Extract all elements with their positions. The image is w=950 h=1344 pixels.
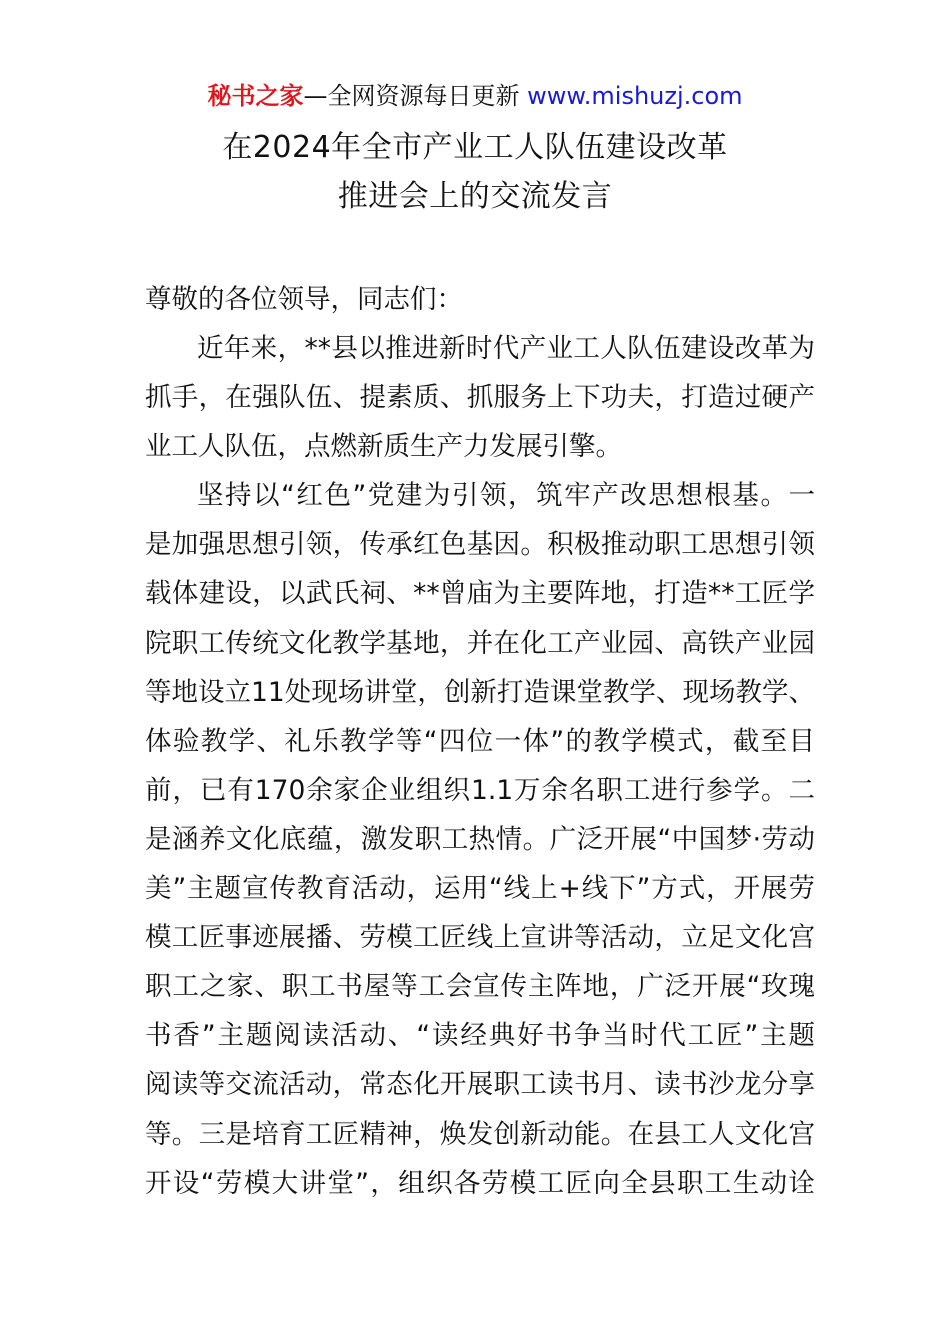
body-text-line: 等地设立11处现场讲堂，创新打造课堂教学、现场教学、 [145,677,815,708]
salutation: 尊敬的各位领导，同志们： [145,284,463,315]
body-text-line: 职工之家、职工书屋等工会宣传主阵地，广泛开展“玫瑰 [145,971,815,1002]
document-title-line-2: 推进会上的交流发言 [337,179,613,214]
body-text-line: 是加强思想引领，传承红色基因。积极推动职工思想引领 [145,529,815,560]
body-text-line: 书香”主题阅读活动、“读经典好书争当时代工匠”主题 [145,1020,815,1051]
body-text-line: 阅读等交流活动，常态化开展职工读书月、读书沙龙分享 [145,1069,815,1100]
body-text-line: 是涵养文化底蕴，激发职工热情。广泛开展“中国梦·劳动 [145,824,815,855]
body-text-line: 开设“劳模大讲堂”，组织各劳模工匠向全县职工生动诠 [145,1168,815,1199]
body-text-line: 前，已有170余家企业组织1.1万余名职工进行参学。二 [145,775,815,806]
banner-tagline: —全网资源每日更新 [303,82,520,110]
body-text-line: 体验教学、礼乐教学等“四位一体”的教学模式，截至目 [145,726,815,757]
body-text-line: 等。三是培育工匠精神，焕发创新动能。在县工人文化宫 [145,1119,815,1150]
body-text-line: 美”主题宣传教育活动，运用“线上+线下”方式，开展劳 [145,873,815,904]
body-text-line: 业工人队伍，点燃新质生产力发展引擎。 [145,431,622,462]
document-title-line-1: 在2024年全市产业工人队伍建设改革 [222,130,728,165]
body-text-line: 坚持以“红色”党建为引领，筑牢产改思想根基。一 [197,480,815,511]
site-banner [0,80,950,112]
body-text-line: 院职工传统文化教学基地，并在化工产业园、高铁产业园 [145,628,815,659]
banner-url-link[interactable]: www.mishuzj.com [527,82,743,110]
banner-brand: 秘书之家 [207,82,304,110]
body-text-line: 模工匠事迹展播、劳模工匠线上宣讲等活动，立足文化宫 [145,922,815,953]
body-text-line: 抓手，在强队伍、提素质、抓服务上下功夫，打造过硬产 [145,382,815,413]
body-text-line: 载体建设，以武氏祠、**曾庙为主要阵地，打造**工匠学 [145,578,815,609]
body-text-line: 近年来，**县以推进新时代产业工人队伍建设改革为 [197,333,815,364]
